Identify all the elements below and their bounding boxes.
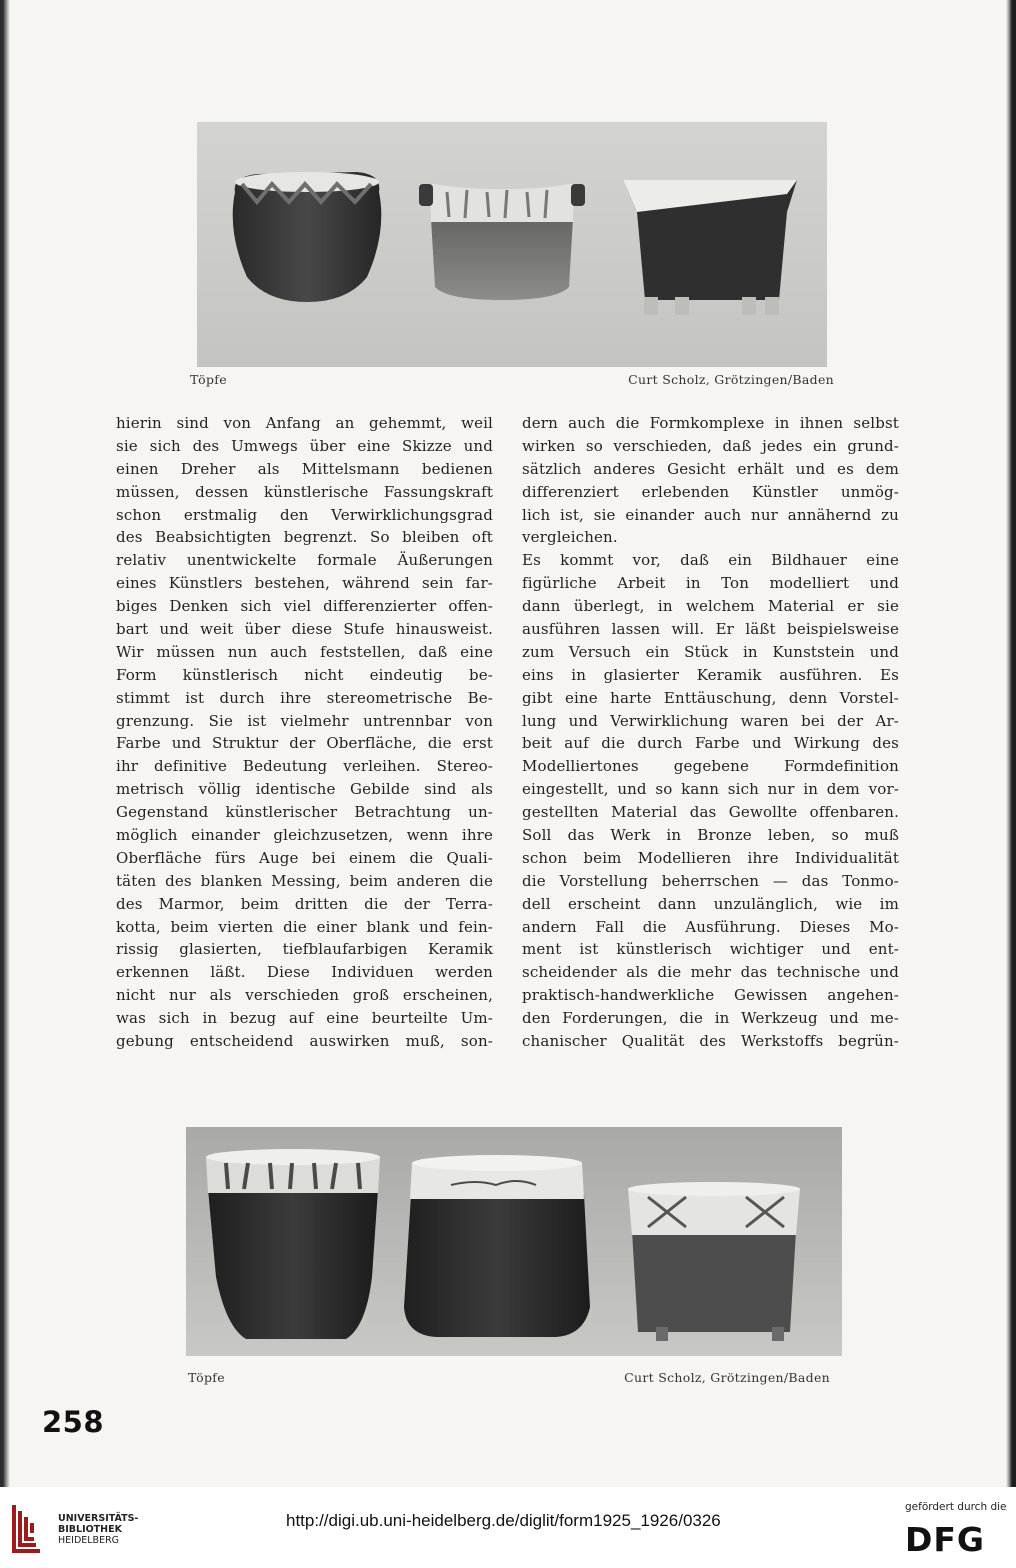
text-line: nicht nur als verschieden groß erscheinen, xyxy=(116,986,493,1005)
library-name-line: HEIDELBERG xyxy=(58,1535,120,1546)
text-line: Gegenstand künstlerischer Betrachtung un- xyxy=(116,803,493,822)
text-line: dern auch die Formkomplexe in ihnen selbst xyxy=(522,414,899,432)
pots-bottom-image xyxy=(186,1127,842,1356)
figure-bottom-photo xyxy=(186,1127,842,1356)
text-line: Es kommt vor, daß ein Bildhauer eine xyxy=(522,551,899,570)
text-line: scheidender als die mehr das technische und xyxy=(522,963,899,982)
text-line: chanischer Qualität des Werkstoffs begrün- xyxy=(522,1032,899,1051)
text-line: grenzung. Sie ist vielmehr untrennbar von xyxy=(116,711,493,730)
text-line: bart und weit über diese Stufe hinausweist. xyxy=(116,620,493,639)
text-line: den Forderungen, die in Werkzeug und me- xyxy=(522,1009,899,1028)
text-line: sie sich des Umwegs über eine Skizze und xyxy=(116,436,493,455)
text-line: möglich einander gleichzusetzen, wenn ihre xyxy=(116,826,493,845)
figure-top-caption: Töpfe xyxy=(190,372,227,387)
text-column-right xyxy=(522,412,899,1053)
library-name-line: BIBLIOTHEK xyxy=(58,1524,122,1535)
text-line: rissig glasierten, tiefblaufarbigen Keramik xyxy=(116,940,493,959)
text-line: schon erstmalig den Verwirklichungsgrad xyxy=(116,505,493,524)
text-line: lich ist, sie einander auch nur annähernd zu xyxy=(522,505,899,524)
text-line: wirken so verschieden, daß jedes ein grund- xyxy=(522,436,899,455)
text-line: relativ unentwickelte formale Äußerungen xyxy=(116,551,493,570)
text-line: eingestellt, und so kann sich nur in dem vor- xyxy=(522,780,899,799)
text-line: figürliche Arbeit in Ton modelliert und xyxy=(522,574,899,593)
library-name-line: UNIVERSITÄTS- xyxy=(58,1513,139,1524)
sponsor-label: gefördert durch die xyxy=(905,1501,1007,1513)
page-number: 258 xyxy=(42,1405,105,1439)
university-library-logo-icon[interactable] xyxy=(10,1499,50,1555)
text-line: was sich in bezug auf eine beurteilte Um- xyxy=(116,1009,493,1028)
text-line: andern Fall die Ausführung. Dieses Mo- xyxy=(522,917,899,936)
text-line: ment ist künstlerisch wichtiger und ent- xyxy=(522,940,899,959)
text-line: stimmt ist durch ihre stereometrische Be- xyxy=(116,688,493,707)
text-line: dell erscheint dann unzulänglich, wie im xyxy=(522,894,899,913)
text-line: ausführen lassen will. Er läßt beispielsweise xyxy=(522,620,899,639)
figure-top-credit: Curt Scholz, Grötzingen/Baden xyxy=(628,372,834,387)
text-line: des Marmor, beim dritten die der Terra- xyxy=(116,894,493,913)
text-column-left xyxy=(116,412,493,1053)
university-library-name[interactable] xyxy=(58,1513,138,1546)
pots-top-image xyxy=(197,122,827,367)
text-line: gebung entscheidend auswirken muß, son- xyxy=(116,1032,493,1051)
text-line: differenziert erlebenden Künstler unmög- xyxy=(522,482,899,501)
figure-bottom-credit: Curt Scholz, Grötzingen/Baden xyxy=(624,1370,830,1385)
text-line: kotta, beim vierten die einer blank und fein- xyxy=(116,917,493,936)
text-line: gibt eine harte Enttäuschung, denn Vorstel- xyxy=(522,688,899,707)
text-line: die Vorstellung beherrschen — das Tonmo- xyxy=(522,871,899,890)
text-line: lung und Verwirklichung waren bei der Ar- xyxy=(522,711,899,730)
text-line: metrisch völlig identische Gebilde sind als xyxy=(116,780,493,799)
text-line: erkennen läßt. Diese Individuen werden xyxy=(116,963,493,982)
text-line: beit auf die durch Farbe und Wirkung des xyxy=(522,734,899,753)
text-line: hierin sind von Anfang an gehemmt, weil xyxy=(116,414,493,432)
text-line: Farbe und Struktur der Oberfläche, die erst xyxy=(116,734,493,753)
document-url-link[interactable]: http://digi.ub.uni-heidelberg.de/diglit/form1925_1926/0326 xyxy=(286,1511,721,1530)
text-line: müssen, dessen künstlerische Fassungskraft xyxy=(116,482,493,501)
text-line: ihr definitive Bedeutung verleihen. Stereo- xyxy=(116,757,493,776)
text-line: zum Versuch ein Stück in Kunststein und xyxy=(522,642,899,661)
figure-bottom-caption: Töpfe xyxy=(188,1370,225,1385)
text-line: Modelliertones gegebene Formdefinition xyxy=(522,757,899,776)
text-line: praktisch-handwerkliche Gewissen angehen- xyxy=(522,986,899,1005)
figure-top-photo xyxy=(197,122,827,367)
text-line: vergleichen. xyxy=(522,528,618,547)
text-line: Soll das Werk in Bronze leben, so muß xyxy=(522,826,899,845)
dfg-logo[interactable]: DFG xyxy=(905,1520,986,1559)
text-line: Wir müssen nun auch feststellen, daß eine xyxy=(116,642,493,661)
text-line: täten des blanken Messing, beim anderen die xyxy=(116,871,493,890)
text-line: gestellten Material das Gewollte offenbaren. xyxy=(522,803,899,822)
text-line: dann überlegt, in welchem Material er sie xyxy=(522,597,899,616)
text-line: eines Künstlers bestehen, während sein far- xyxy=(116,574,493,593)
text-line: schon beim Modellieren ihre Individualität xyxy=(522,848,899,867)
text-line: Form künstlerisch nicht eindeutig be- xyxy=(116,665,493,684)
text-line: einen Dreher als Mittelsmann bedienen xyxy=(116,459,493,478)
text-line: sätzlich anderes Gesicht erhält und es dem xyxy=(522,459,899,478)
text-line: des Beabsichtigten begrenzt. So bleiben oft xyxy=(116,528,493,547)
text-line: biges Denken sich viel differenzierter offen- xyxy=(116,597,493,616)
text-line: eins in glasierter Keramik ausführen. Es xyxy=(522,665,899,684)
text-line: Oberfläche fürs Auge bei einem die Quali- xyxy=(116,848,493,867)
